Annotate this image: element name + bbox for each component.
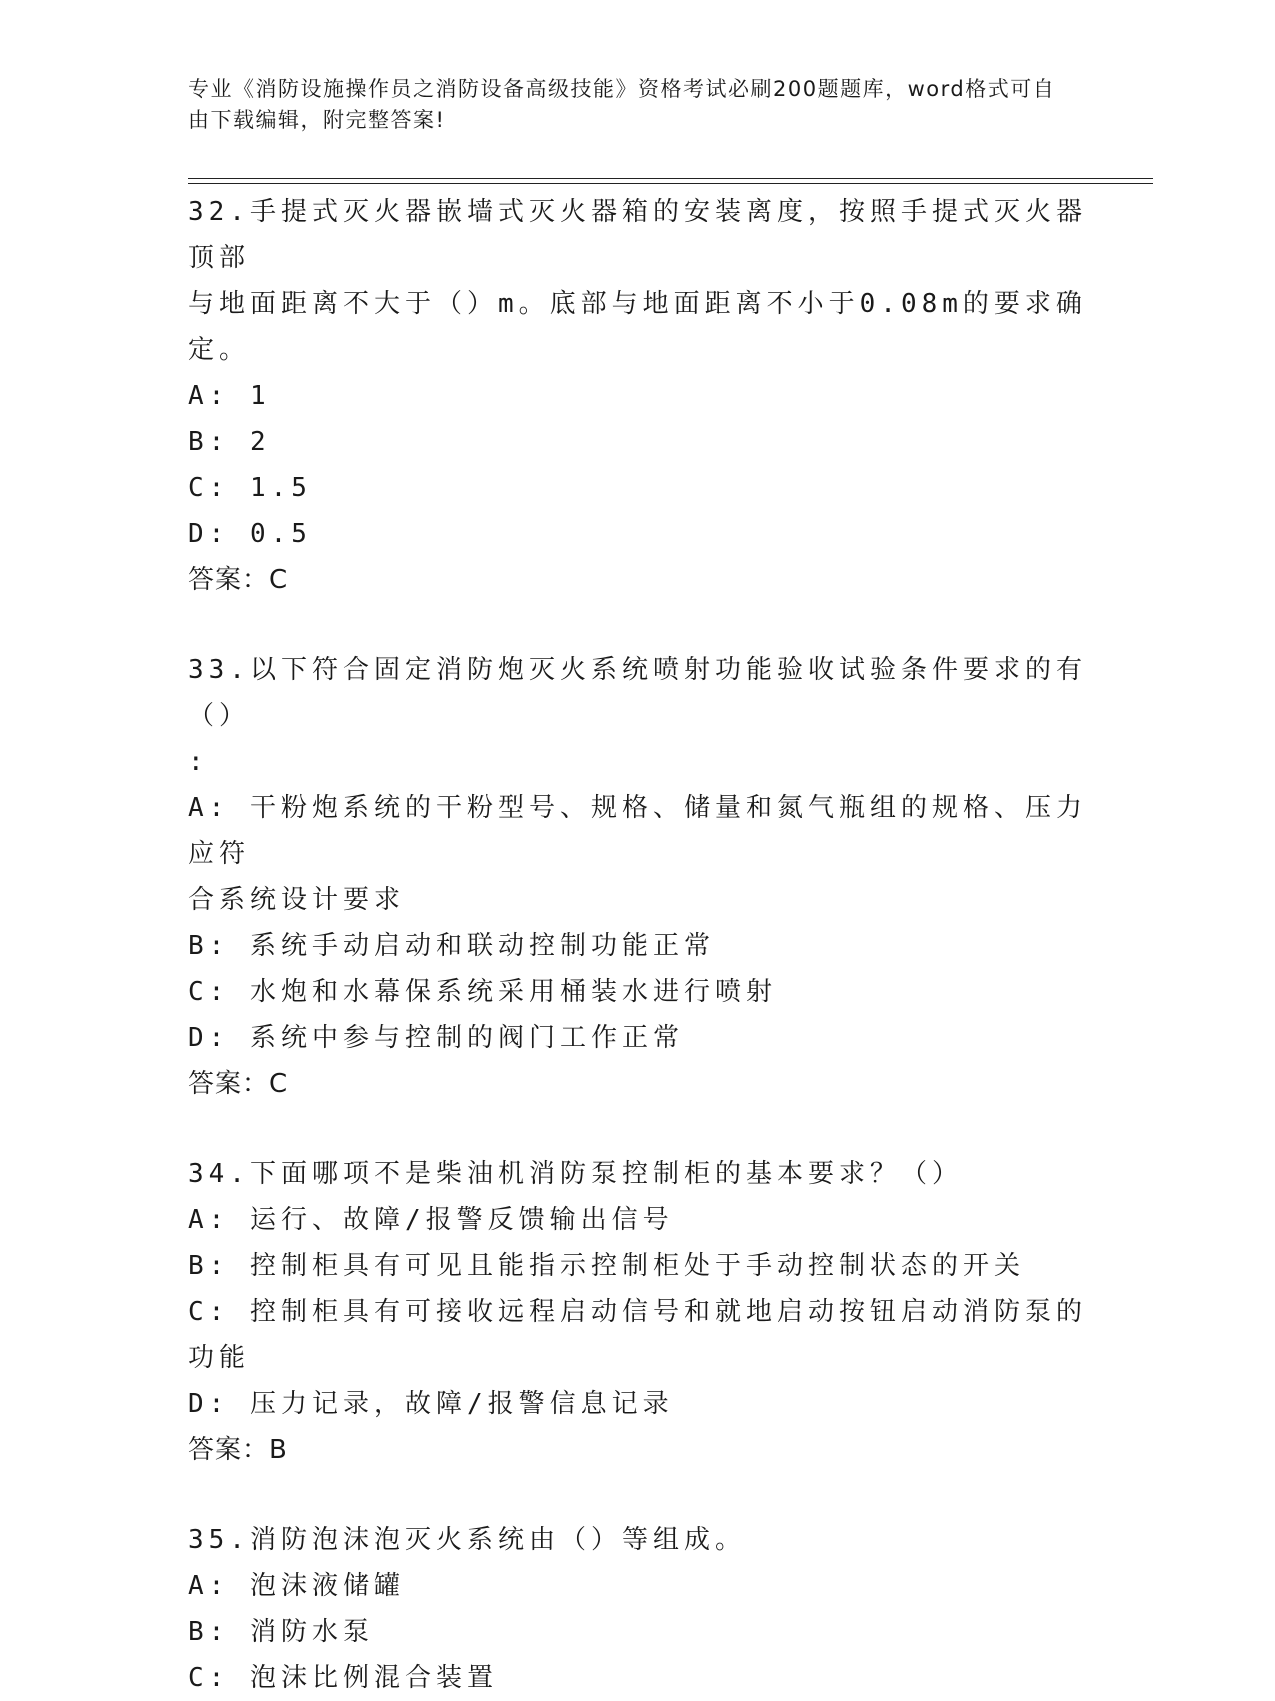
question-stem-line: 32.手提式灭火器嵌墙式灭火器箱的安装离度，按照手提式灭火器顶部 bbox=[188, 197, 1087, 273]
question-stem-line: 与地面距离不大于（）m。底部与地面距离不小于0.08m的要求确定。 bbox=[188, 289, 1087, 365]
question-32 bbox=[188, 189, 1088, 603]
option-d: D: 压力记录，故障/报警信息记录 bbox=[188, 1389, 674, 1419]
option-a: A: 1 bbox=[188, 381, 271, 411]
option-c: C: 泡沫比例混合装置 bbox=[188, 1663, 498, 1693]
option-a: A: 干粉炮系统的干粉型号、规格、储量和氮气瓶组的规格、压力应符 bbox=[188, 793, 1087, 869]
question-stem-line: 34.下面哪项不是柴油机消防泵控制柜的基本要求？（） bbox=[188, 1159, 963, 1189]
option-c: C: 控制柜具有可接收远程启动信号和就地启动按钮启动消防泵的功能 bbox=[188, 1297, 1087, 1373]
header-divider-bottom bbox=[188, 183, 1153, 184]
question-stem-line: 35.消防泡沫泡灭火系统由（）等组成。 bbox=[188, 1525, 746, 1555]
option-c: C: 1.5 bbox=[188, 473, 312, 503]
option-b: B: 消防水泵 bbox=[188, 1617, 374, 1647]
question-35 bbox=[188, 1517, 1088, 1701]
option-a: A: 泡沫液储罐 bbox=[188, 1571, 405, 1601]
question-stem-line: : bbox=[188, 747, 209, 777]
document-header: 专业《消防设施操作员之消防设备高级技能》资格考试必刷200题题库，word格式可自由下载编辑，附完整答案! bbox=[188, 77, 1056, 132]
option-d: D: 0.5 bbox=[188, 519, 312, 549]
question-34 bbox=[188, 1151, 1088, 1473]
option-c: C: 水炮和水幕保系统采用桶装水进行喷射 bbox=[188, 977, 777, 1007]
option-a-continued: 合系统设计要求 bbox=[188, 885, 406, 915]
option-b: B: 系统手动启动和联动控制功能正常 bbox=[188, 931, 715, 961]
question-spacer bbox=[188, 1473, 1088, 1517]
header-divider-top bbox=[188, 178, 1153, 179]
option-a: A: 运行、故障/报警反馈输出信号 bbox=[188, 1205, 674, 1235]
question-spacer bbox=[188, 603, 1088, 647]
question-stem-line: 33.以下符合固定消防炮灭火系统喷射功能验收试验条件要求的有（） bbox=[188, 655, 1087, 731]
question-33 bbox=[188, 647, 1088, 1107]
option-b: B: 控制柜具有可见且能指示控制柜处于手动控制状态的开关 bbox=[188, 1251, 1025, 1281]
answer: 答案：C bbox=[188, 1069, 289, 1099]
answer: 答案：B bbox=[188, 1435, 288, 1465]
question-spacer bbox=[188, 1107, 1088, 1151]
question-list bbox=[188, 189, 1088, 1701]
answer: 答案：C bbox=[188, 565, 289, 595]
option-d: D: 系统中参与控制的阀门工作正常 bbox=[188, 1023, 684, 1053]
option-b: B: 2 bbox=[188, 427, 271, 457]
